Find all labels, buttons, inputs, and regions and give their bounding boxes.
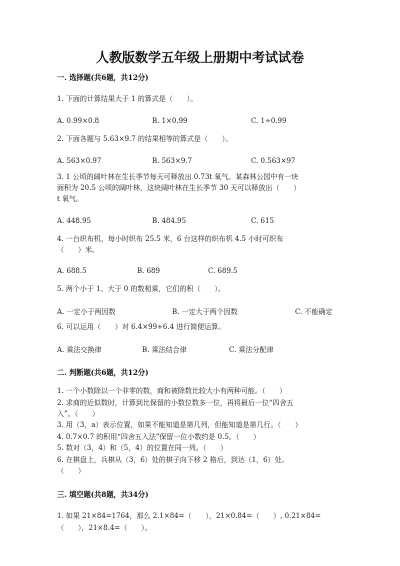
option-c: C. 不能确定 [295, 308, 333, 316]
question-stem: （ ）米。 [57, 246, 99, 254]
question-stem: 4. 一台织布机，每小时织布 25.5 米，6 台这样的织布机 4.5 小时可织布 [57, 235, 284, 243]
option-a: A. 乘法交换律 [57, 346, 102, 354]
option-a: A. 0.99×0.8 [57, 117, 100, 125]
exam-title: 人教版数学五年级上册期中考试试卷 [95, 51, 304, 66]
option-b: B. 乘法结合律 [142, 346, 187, 354]
statement-line: （ ） [57, 467, 85, 475]
option-a: A. 688.5 [57, 267, 87, 275]
statement-line: 4. 0.7×0.7 的积用“四舍五入法”保留一位小数约是 0.5。（ ） [57, 433, 261, 441]
option-a: A. 一定小于两因数 [57, 308, 116, 316]
statement-line: 1. 一个小数除以一个非零的数，商和被除数比较大小有两种可能。（ ） [57, 387, 287, 395]
fill-blank-line: 1. 如果 21×84=1764，那么 2.1×84=（ ），21×0.84=（ ）, 0.21×84= [57, 512, 321, 520]
option-b: B. 689 [137, 267, 160, 275]
question-stem: 1. 下面的计算结果大于 1 的算式是（ ）。 [57, 95, 198, 103]
question-stem: 2. 下面各题与 5.63×9.7 的结果相等的算式是（ ）。 [57, 135, 233, 143]
statement-line: 6. 在棋盘上，兵棋从（3，6）处的棋子向下移 2 格后，到达（1，6）处。 [57, 456, 289, 464]
section-heading-true-false: 二. 判断题(共6题，共12分) [57, 368, 149, 377]
option-c: C. 0.563×97 [251, 157, 296, 165]
statement-line: 5. 数对（3，4）和（5，4）的位置在同一列。（ ） [57, 444, 228, 452]
question-stem: 3. 1 公顷的阔叶林在生长季节每天可释放出 0.73t 氧气。某森林公园中有一块 [57, 173, 299, 181]
option-b: B. 1×0.99 [152, 117, 188, 125]
option-c: C. 689.5 [208, 267, 238, 275]
option-a: A. 448.95 [57, 217, 91, 225]
statement-line: 3. 用（3，a）表示位置，如果不能知道是第几列，但能知道是第几行。（ ） [57, 421, 303, 429]
question-stem: t 氧气。 [57, 195, 84, 203]
question-stem: 6. 可以运用（ ）对 6.4×99+6.4 进行简便运算。 [57, 323, 226, 331]
section-heading-choice: 一. 选择题(共6题，共12分) [57, 73, 149, 82]
question-stem: 5. 两个小于 1、大于 0 的数相乘，它们的积（ ）。 [57, 285, 225, 293]
statement-line: 2. 求商的近似数时，计算到比保留的小数位数多一位，再将最后一位“四舍五 [57, 399, 294, 407]
option-c: C. 615 [251, 217, 274, 225]
option-b: B. 484.95 [152, 217, 187, 225]
option-b: B. 563×9.7 [152, 157, 192, 165]
option-b: B. 一定大于两个因数 [172, 308, 238, 316]
question-stem: 面积为 20.5 公顷的阔叶林，这块阔叶林在生长季节 30 天可以释放出（ ） [57, 184, 301, 192]
option-a: A. 563×0.97 [57, 157, 102, 165]
option-c: C. 乘法分配律 [229, 346, 274, 354]
fill-blank-line: （ ），21×8.4=（ ）。 [57, 524, 152, 532]
statement-line: 入”。（ ） [57, 410, 100, 418]
section-heading-fill-blank: 三. 填空题(共8题，共34分) [57, 490, 149, 499]
option-c: C. 1÷0.99 [251, 117, 287, 125]
